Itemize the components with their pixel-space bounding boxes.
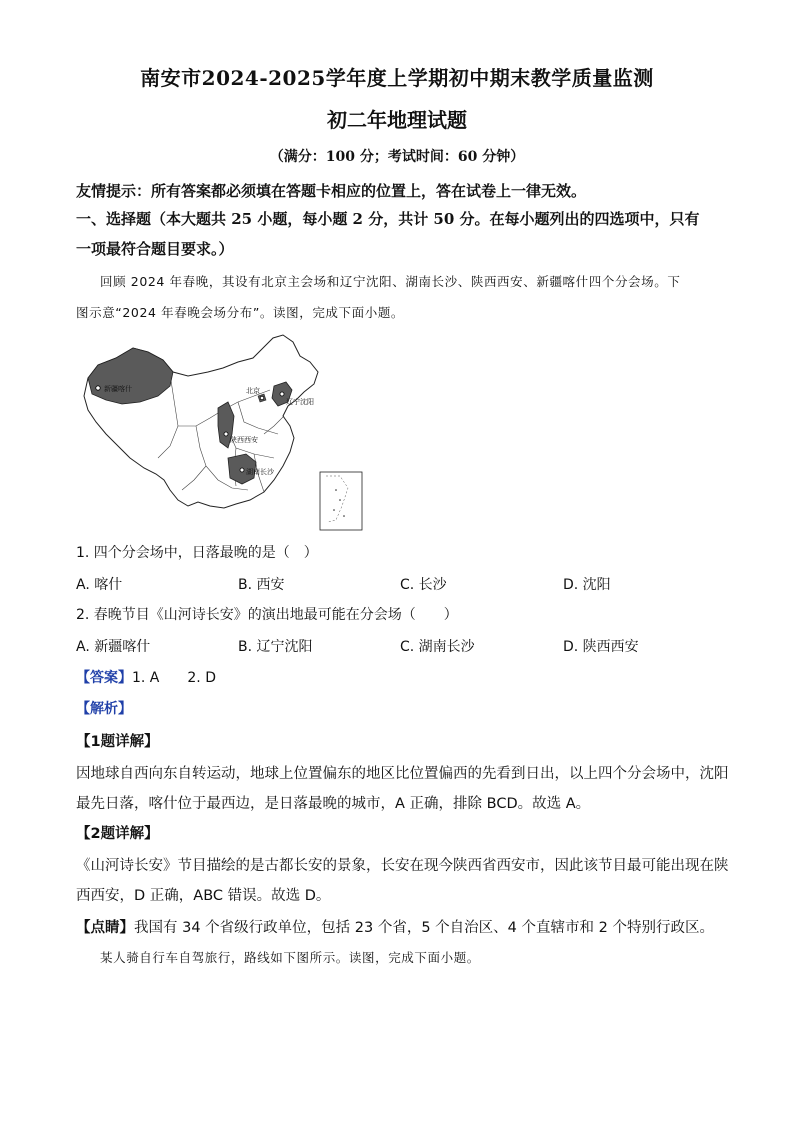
question-2-stem: 2. 春晚节目《山河诗长安》的演出地最可能在分会场（ ） <box>76 607 458 623</box>
q1-option-c: C. 长沙 <box>400 577 447 593</box>
changsha-point <box>240 468 244 472</box>
answer-row <box>76 667 726 687</box>
detail-2-line2: 西西安，D 正确，ABC 错误。故选 D。 <box>76 888 331 904</box>
intro-line1: 回顾 2024 年春晚，其设有北京主会场和辽宁沈阳、湖南长沙、陕西西安、新疆喀什四个分会场。下 <box>100 274 681 289</box>
china-map-svg <box>78 330 378 535</box>
detail-1-line2: 最先日落，喀什位于最西边，是日落最晚的城市，A 正确，排除 BCD。故选 A。 <box>76 796 591 812</box>
exam-subtitle: 初二年地理试题 <box>327 108 467 132</box>
question-1-stem: 1. 四个分会场中，日落最晚的是（ ） <box>76 545 318 561</box>
exam-meta: （满分：100 分；考试时间：60 分钟） <box>269 149 525 165</box>
analysis-row <box>76 698 726 718</box>
changsha-label: 湖南长沙 <box>246 468 274 476</box>
q1-option-a: A. 喀什 <box>76 577 123 593</box>
xian-label: 陕西西安 <box>230 436 258 444</box>
kashgar-label: 新疆喀什 <box>104 385 132 393</box>
tip-label: 【点睛】 <box>76 920 134 936</box>
shenyang-point <box>280 392 284 396</box>
exam-title: 南安市2024-2025学年度上学期初中期末教学质量监测 <box>140 66 654 90</box>
tip-text: 我国有 34 个省级行政单位，包括 23 个省，5 个自治区、4 个直辖市和 2 个特别行政区。 <box>134 920 714 936</box>
tip-row <box>76 916 726 937</box>
q2-option-b: B. 辽宁沈阳 <box>238 639 313 655</box>
notice: 友情提示：所有答案都必须填在答题卡相应的位置上，答在试卷上一律无效。 <box>76 182 587 200</box>
shenyang-label: 辽宁沈阳 <box>286 398 314 406</box>
beijing-label: 北京 <box>246 387 260 395</box>
kashgar-point <box>96 386 100 390</box>
q1-option-b: B. 西安 <box>238 577 285 593</box>
china-map <box>78 330 378 535</box>
analysis-label: 【解析】 <box>76 701 132 717</box>
detail-1-line1: 因地球自西向东自转运动，地球上位置偏东的地区比位置偏西的先看到日出，以上四个分会场中，沈阳 <box>76 766 729 782</box>
south-china-sea-inset <box>320 472 362 530</box>
intro-line2: 图示意“2024 年春晚会场分布”。读图，完成下面小题。 <box>76 305 405 320</box>
answer-value: 1. A 2. D <box>132 670 216 686</box>
section-heading-line2: 一项最符合题目要求。） <box>76 240 234 258</box>
next-intro: 某人骑自行车自驾旅行，路线如下图所示。读图，完成下面小题。 <box>100 950 480 965</box>
detail-1-label: 【1题详解】 <box>76 734 159 750</box>
section-heading-line1: 一、选择题（本大题共 25 小题，每小题 2 分，共计 50 分。在每小题列出的四选项中，只有 <box>76 210 700 228</box>
answer-label: 【答案】 <box>76 670 132 686</box>
q1-option-d: D. 沈阳 <box>563 577 611 593</box>
beijing-point <box>260 396 264 400</box>
q2-option-d: D. 陕西西安 <box>563 639 639 655</box>
q2-option-a: A. 新疆喀什 <box>76 639 151 655</box>
q2-option-c: C. 湖南长沙 <box>400 639 475 655</box>
xian-point <box>224 432 228 436</box>
detail-2-label: 【2题详解】 <box>76 826 159 842</box>
detail-2-line1: 《山河诗长安》节目描绘的是古都长安的景象，长安在现今陕西省西安市，因此该节目最可能出现在陕 <box>76 858 729 874</box>
